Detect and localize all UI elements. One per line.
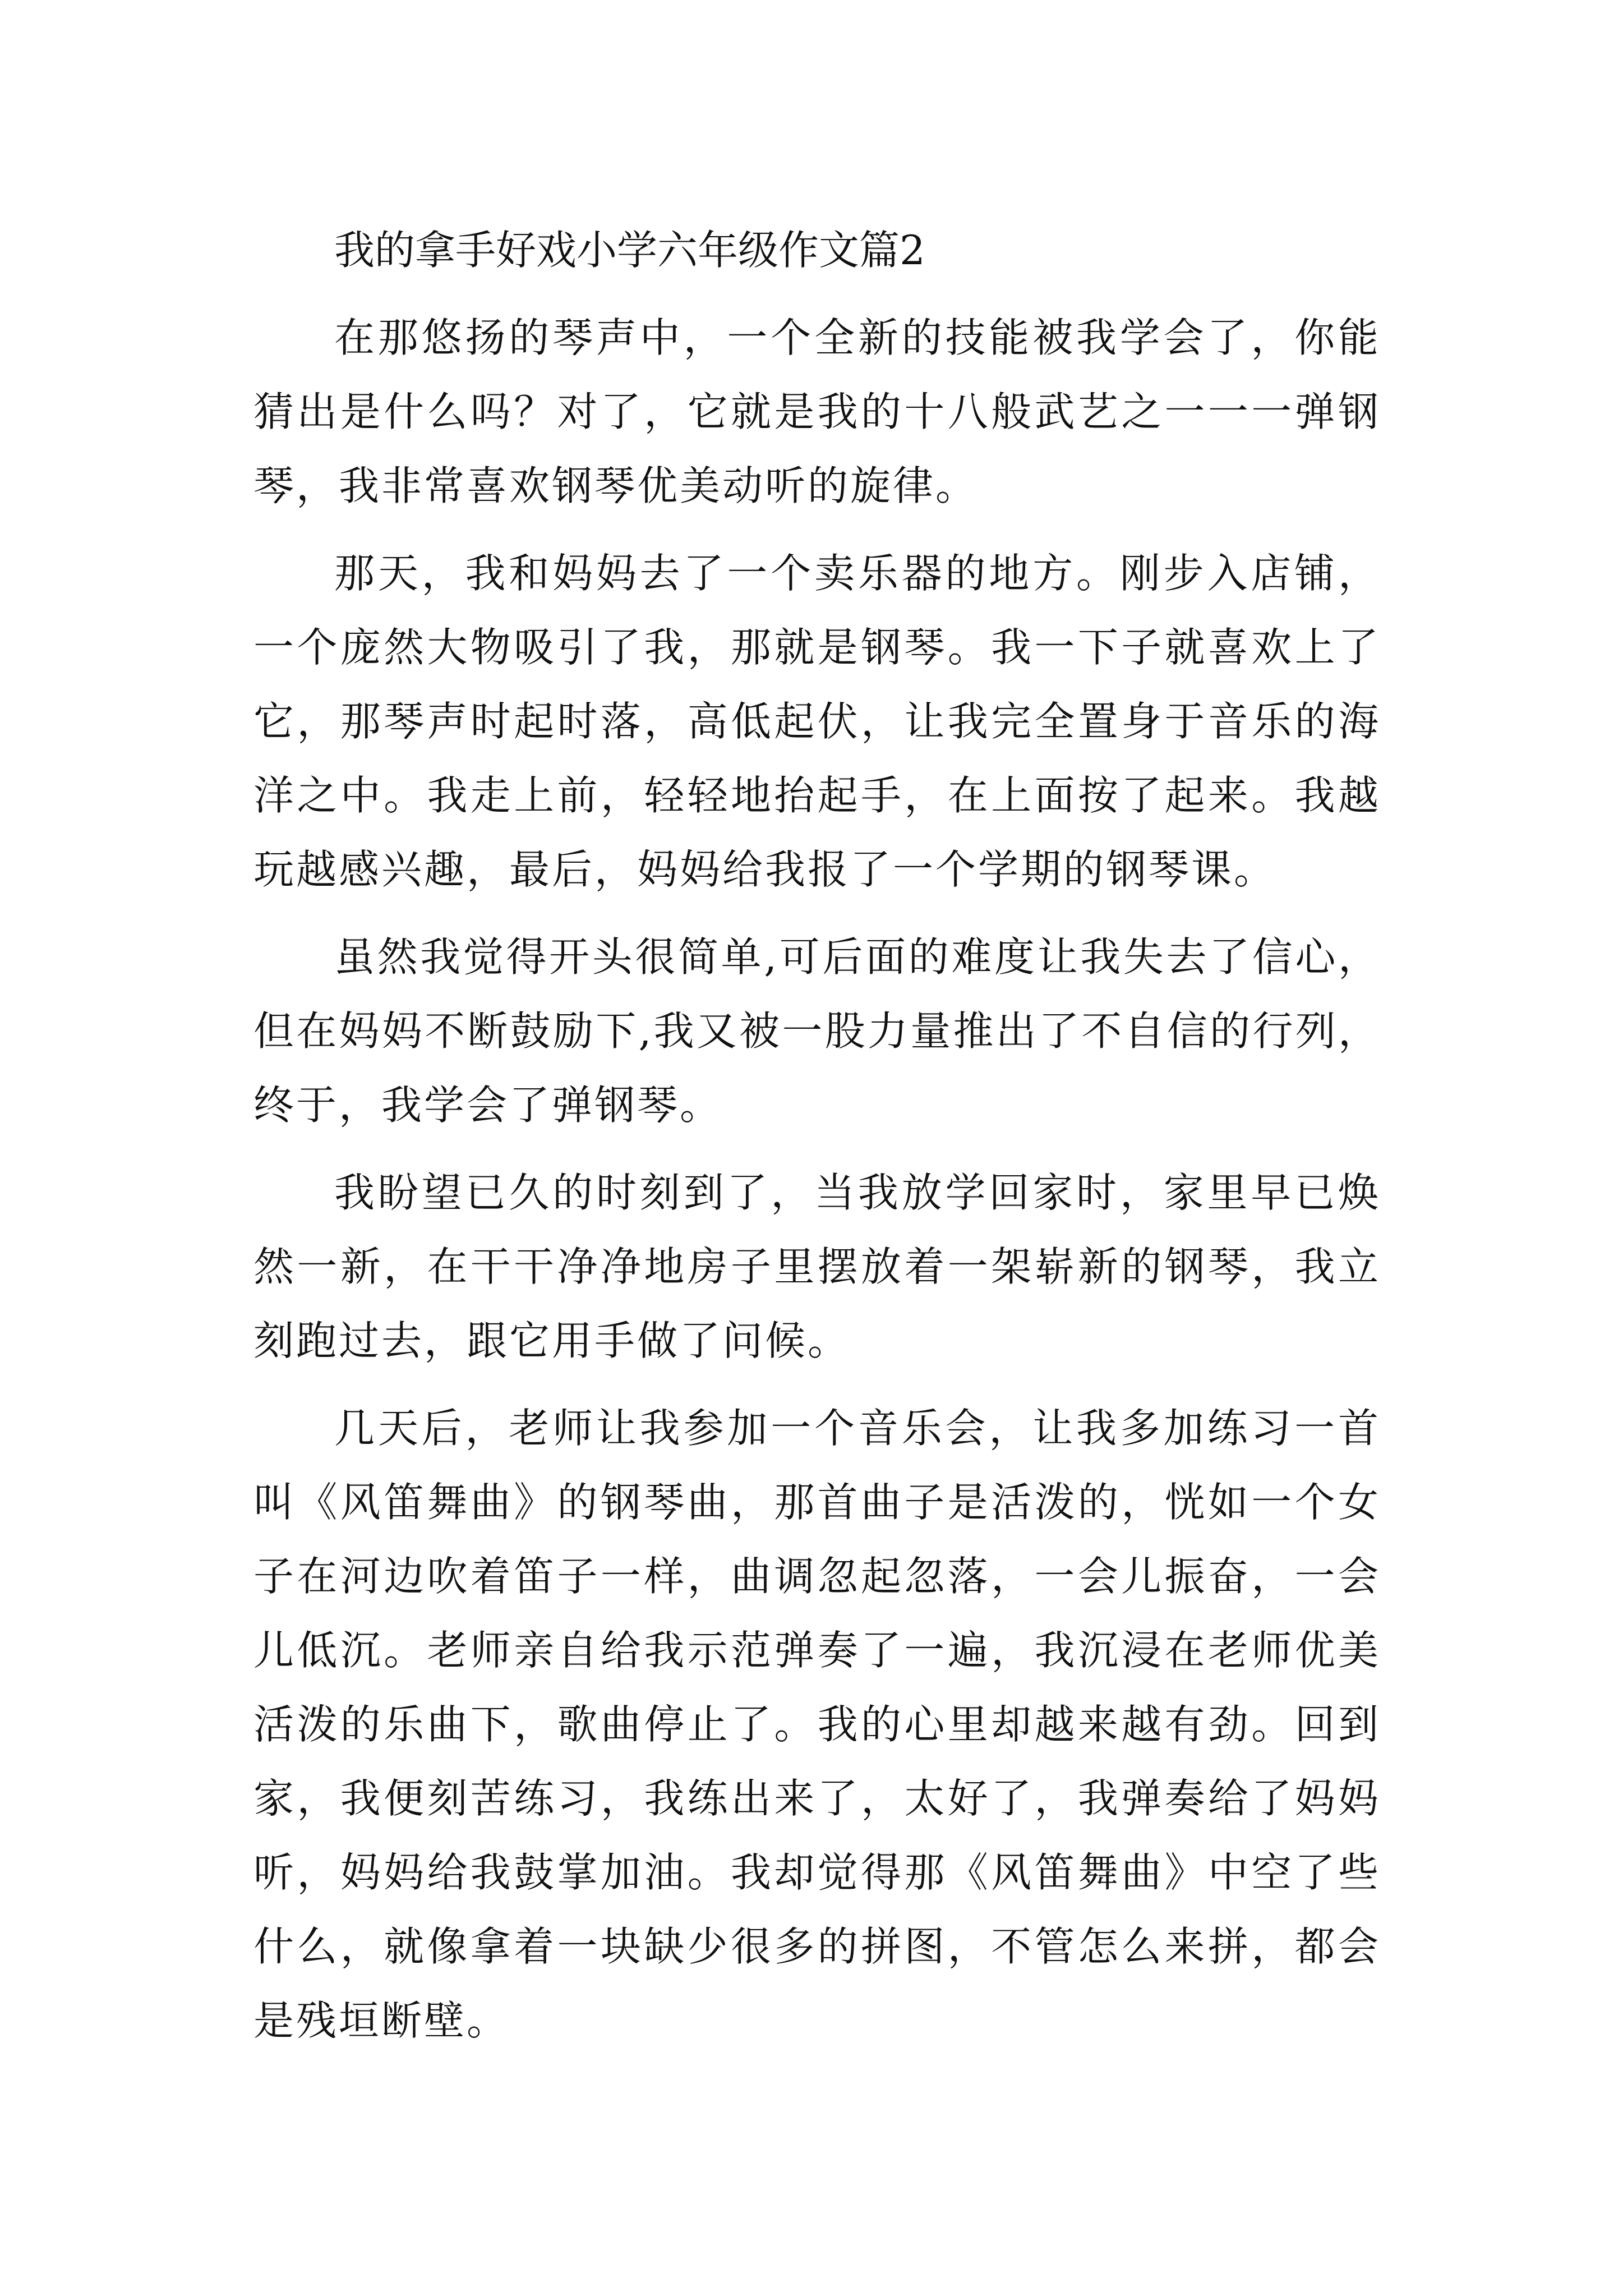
document-body bbox=[253, 213, 1381, 2058]
paragraph-5: 几天后，老师让我参加一个音乐会，让我多加练习一首叫《风笛舞曲》的钢琴曲，那首曲子是活泼的，恍如一个女子在河边吹着笛子一样，曲调忽起忽落，一会儿振奋，一会儿低沉。老师亲自给我示范弹奏了一遍，我沉浸在老师优美活泼的乐曲下，歌曲停止了。我的心里却越来越有劲。回到家，我便刻苦练习，我练出来了，太好了，我弹奏给了妈妈听，妈妈给我鼓掌加油。我却觉得那《风笛舞曲》中空了些什么，就像拿着一块缺少很多的拼图，不管怎么来拼，都会是残垣断壁。 bbox=[253, 1405, 1381, 2044]
paragraph-4: 我盼望已久的时刻到了，当我放学回家时，家里早已焕然一新，在干干净净地房子里摆放着一架崭新的钢琴，我立刻跑过去，跟它用手做了问候。 bbox=[253, 1169, 1381, 1364]
paragraph-2: 那天，我和妈妈去了一个卖乐器的地方。刚步入店铺，一个庞然大物吸引了我，那就是钢琴。我一下子就喜欢上了它，那琴声时起时落，高低起伏，让我完全置身于音乐的海洋之中。我走上前，轻轻地抬起手，在上面按了起来。我越玩越感兴趣，最后，妈妈给我报了一个学期的钢琴课。 bbox=[253, 550, 1381, 893]
paragraph-3: 虽然我觉得开头很简单,可后面的难度让我失去了信心，但在妈妈不断鼓励下,我又被一股力量推出了不自信的行列，终于，我学会了弹钢琴。 bbox=[253, 933, 1381, 1129]
paragraph-1: 在那悠扬的琴声中，一个全新的技能被我学会了，你能猜出是什么吗？对了，它就是我的十八般武艺之一一一弹钢琴，我非常喜欢钢琴优美动听的旋律。 bbox=[253, 314, 1381, 509]
document-title: 我的拿手好戏小学六年级作文篇2 bbox=[334, 227, 925, 274]
